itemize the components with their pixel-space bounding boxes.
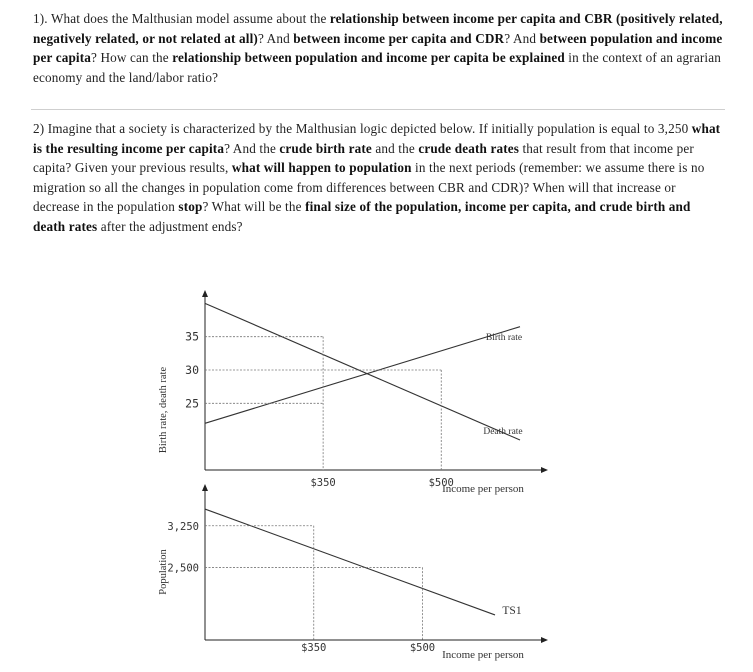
series-label-birth-rate: Birth rate (485, 333, 523, 343)
series-label-death-rate: Death rate (483, 427, 523, 437)
series-label-ts1: TS1 (502, 605, 522, 617)
y-tick-label: 30 (185, 363, 199, 377)
q1-run-5: between population and income per capita (33, 30, 723, 66)
y-tick-label: 2,500 (167, 562, 199, 575)
q2-run-12: after the adjustment ends? (97, 218, 243, 234)
x-tick-label: $500 (428, 477, 454, 489)
series-line-death-rate (205, 303, 523, 440)
q1-run-1: relationship between income per capita and CBR (positively related, negatively related, or not related at all) (33, 11, 723, 46)
x-tick-label: $350 (301, 642, 327, 654)
y-tick-label: 35 (185, 329, 199, 344)
x-axis-label: Income per person (442, 649, 524, 661)
q1-run-0: 1). What does the Malthusian model assume about the (33, 11, 330, 26)
x-tick-label: $500 (409, 642, 436, 654)
series-line-ts1 (205, 509, 495, 615)
x-tick-label: $350 (310, 477, 336, 489)
x-axis-label: Income per person (442, 483, 524, 495)
x-axis-arrow-1 (541, 637, 548, 643)
q2-run-1: what is the resulting income per capita (33, 121, 721, 156)
q2-run-8: in the next periods (remember: we assume there is no migration so all the changes in population come from differences between CBR and CDR)? When will that increase or decrease in the population (33, 160, 705, 215)
y-axis-arrow-0 (202, 290, 208, 297)
q2-run-4: and the (371, 140, 419, 156)
q2-run-2: ? And the (224, 140, 280, 156)
q2-run-7: what will happen to population (231, 160, 412, 176)
q2-run-6: that result from that income per capita? Given your previous results, (33, 140, 694, 176)
y-axis-label: Birth rate, death rate (158, 366, 169, 454)
series-line-birth-rate (205, 327, 523, 424)
q2-run-11: final size of the population, income per capita, and crude birth and death rates (33, 199, 691, 234)
y-tick-label: 3,250 (167, 520, 199, 533)
y-axis-arrow-1 (202, 484, 208, 491)
y-axis-label: Population (158, 549, 169, 595)
q2-run-10: ? What will be the (202, 199, 306, 215)
q1-run-2: ? And (257, 30, 294, 46)
q1-run-7: relationship between population and income per capita be explained (172, 50, 565, 66)
q2-run-0: 2) Imagine that a society is characterized by the Malthusian logic depicted below. If initially population is equal to 3,250 (33, 121, 692, 136)
q1-run-6: ? How can the (91, 50, 173, 66)
q1-run-8: in the context of an agrarian economy and the land/labor ratio? (33, 50, 721, 85)
y-tick-label: 25 (185, 396, 199, 411)
q1-run-4: ? And (504, 30, 540, 46)
q1-run-3: between income per capita and CDR (293, 30, 505, 46)
q2-run-5: crude death rates (418, 140, 520, 156)
q2-run-3: crude birth rate (279, 140, 372, 156)
x-axis-arrow-0 (541, 467, 548, 473)
q2-run-9: stop (178, 199, 203, 215)
